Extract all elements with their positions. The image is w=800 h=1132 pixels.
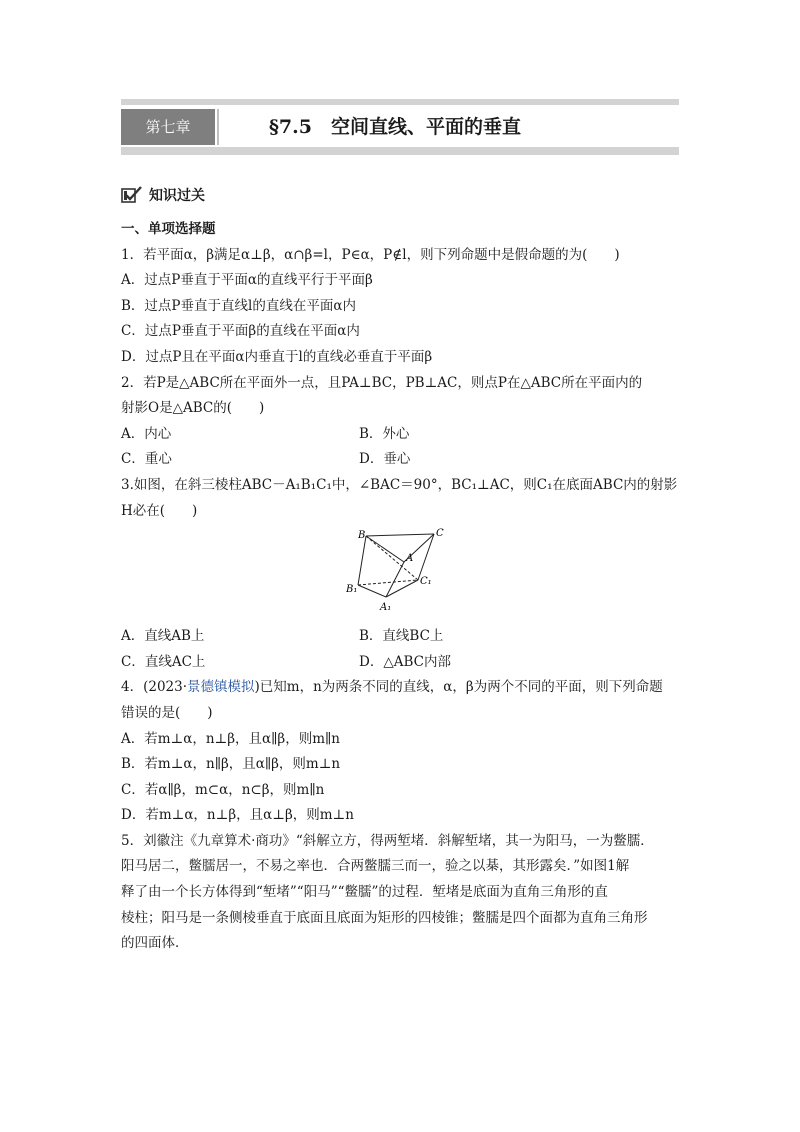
q5-line1: 5．刘徽注《九章算术·商功》“斜解立方，得两堑堵．斜解堑堵，其一为阳马，一为鳖臑． — [121, 832, 654, 849]
q3-option-c: C．直线AC上 — [121, 653, 206, 670]
label-a: A — [406, 553, 414, 565]
q2-option-d: D．垂心 — [359, 451, 411, 468]
q1-option-b: B．过点P垂直于直线l的直线在平面α内 — [121, 297, 356, 314]
q4-stem-line1 — [121, 675, 681, 701]
label-b: B — [358, 530, 366, 542]
q2-options-row2 — [121, 447, 681, 473]
q5-line5: 的四面体． — [121, 935, 189, 952]
label-c: C — [436, 528, 444, 540]
q5-line3: 释了由一个长方体得到“堑堵”“阳马”“鳖臑”的过程．堑堵是底面为直角三角形的直 — [121, 884, 608, 901]
section-heading: 一、单项选择题 — [121, 221, 216, 237]
q2-stem-line1: 2．若P是△ABC所在平面外一点，且PA⊥BC，PB⊥AC，则点P在△ABC所在平面内的 — [121, 374, 643, 391]
header-top-rule — [121, 99, 679, 105]
oblique-prism-diagram — [346, 528, 466, 620]
question-content — [121, 217, 681, 957]
knowledge-label: 知识过关 — [149, 188, 205, 204]
q1-option-d: D．过点P且在平面α内垂直于l的直线必垂直于平面β — [121, 348, 433, 365]
q4-stem-prefix: 4．(2023· — [121, 679, 188, 696]
q3-option-d: D．△ABC内部 — [359, 653, 451, 670]
q4-option-a: A．若m⊥α，n⊥β，且α∥β，则m∥n — [121, 730, 340, 747]
knowledge-section-label — [121, 183, 205, 207]
q4-option-b: B．若m⊥α，n∥β，且α∥β，则m⊥n — [121, 756, 341, 773]
prism-figure — [121, 524, 681, 624]
label-a1: A₁ — [380, 602, 392, 614]
q4-stem-line2: 错误的是( ) — [121, 704, 213, 721]
q2-stem-line2: 射影O是△ABC的( ) — [121, 400, 265, 417]
header-bottom-rule — [121, 147, 679, 155]
checkbox-icon — [121, 185, 143, 205]
q3-stem-line1: 3.如图，在斜三棱柱ABC－A₁B₁C₁中，∠BAC＝90°，BC₁⊥AC，则C₁在底面ABC内的射影 — [121, 476, 678, 493]
q2-options-row1 — [121, 422, 681, 448]
q1-stem: 1．若平面α，β满足α⊥β，α∩β=l，P∈α，P∉l，则下列命题中是假命题的为( ) — [121, 246, 620, 263]
q3-stem-line2: H必在( ) — [121, 502, 198, 519]
q1-option-c: C．过点P垂直于平面β的直线在平面α内 — [121, 323, 360, 340]
chapter-tag: 第七章 — [121, 109, 215, 145]
q3-options-row1 — [121, 624, 681, 650]
q1-option-a: A．过点P垂直于平面α的直线平行于平面β — [121, 272, 373, 289]
q2-option-b: B．外心 — [359, 425, 410, 442]
q3-option-b: B．直线BC上 — [359, 628, 444, 645]
section-title: §7.5 空间直线、平面的垂直 — [217, 109, 679, 145]
label-c1: C₁ — [420, 576, 432, 588]
label-b1: B₁ — [346, 584, 358, 596]
q4-source: 景德镇模拟 — [187, 679, 255, 696]
q5-line2: 阳马居二，鳖臑居一，不易之率也．合两鳖臑三而一，验之以棊，其形露矣．”如图1解 — [121, 858, 630, 875]
q4-option-d: D．若m⊥α，n⊥β，且α⊥β，则m⊥n — [121, 807, 354, 824]
q4-option-c: C．若α∥β，m⊂α，n⊂β，则m∥n — [121, 781, 325, 798]
q3-options-row2 — [121, 650, 681, 676]
q2-option-c: C．重心 — [121, 451, 172, 468]
q4-stem-rest: )已知m，n为两条不同的直线，α，β为两个不同的平面，则下列命题 — [254, 679, 663, 696]
chapter-header — [121, 99, 679, 155]
q5-line4: 棱柱；阳马是一条侧棱垂直于底面且底面为矩形的四棱锥；鳖臑是四个面都为直角三角形 — [121, 909, 648, 926]
q2-option-a: A．内心 — [121, 425, 172, 442]
q3-option-a: A．直线AB上 — [121, 628, 205, 645]
